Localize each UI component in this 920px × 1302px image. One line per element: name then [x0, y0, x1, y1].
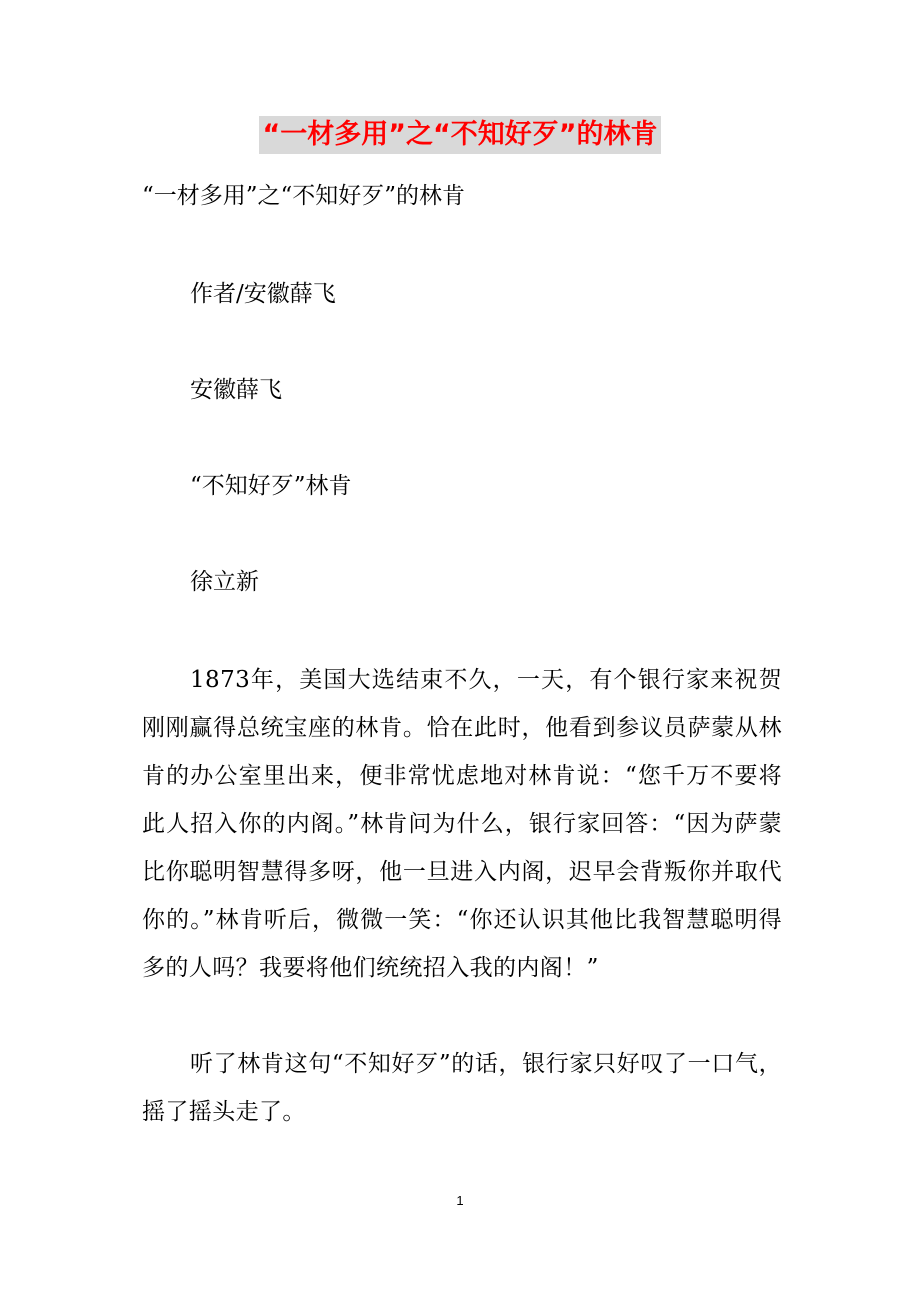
document-title: “一材多用”之“不知好歹”的林肯: [259, 116, 662, 154]
author-name: 安徽薛飞: [190, 377, 282, 403]
article-title: “不知好歹”林肯: [190, 473, 352, 499]
subtitle-line: “一材多用”之“不知好歹”的林肯: [142, 183, 466, 209]
page-number: 1: [456, 1193, 464, 1208]
body-paragraph-1: 1873年，美国大选结束不久，一天，有个银行家来祝贺刚刚赢得总统宝座的林肯。恰在此时，他看到参议员萨蒙从林肯的办公室里出来，便非常忧虑地对林肯说：“您千万不要将此人招入你的内阁。”林肯问为什么，银行家回答：“因为萨蒙比你聪明智慧得多呀，他一旦进入内阁，迟早会背叛你并取代你的。”林肯听后，微微一笑：“你还认识其他比我智慧聪明得多的人吗？我要将他们统统招入我的内阁！”: [142, 667, 782, 981]
author-line: 作者/安徽薛飞: [190, 281, 336, 307]
body-paragraph-2: 听了林肯这句“不知好歹”的话，银行家只好叹了一口气，摇了摇头走了。: [142, 1051, 782, 1125]
title-container: [0, 116, 920, 154]
writer-name: 徐立新: [190, 569, 259, 595]
